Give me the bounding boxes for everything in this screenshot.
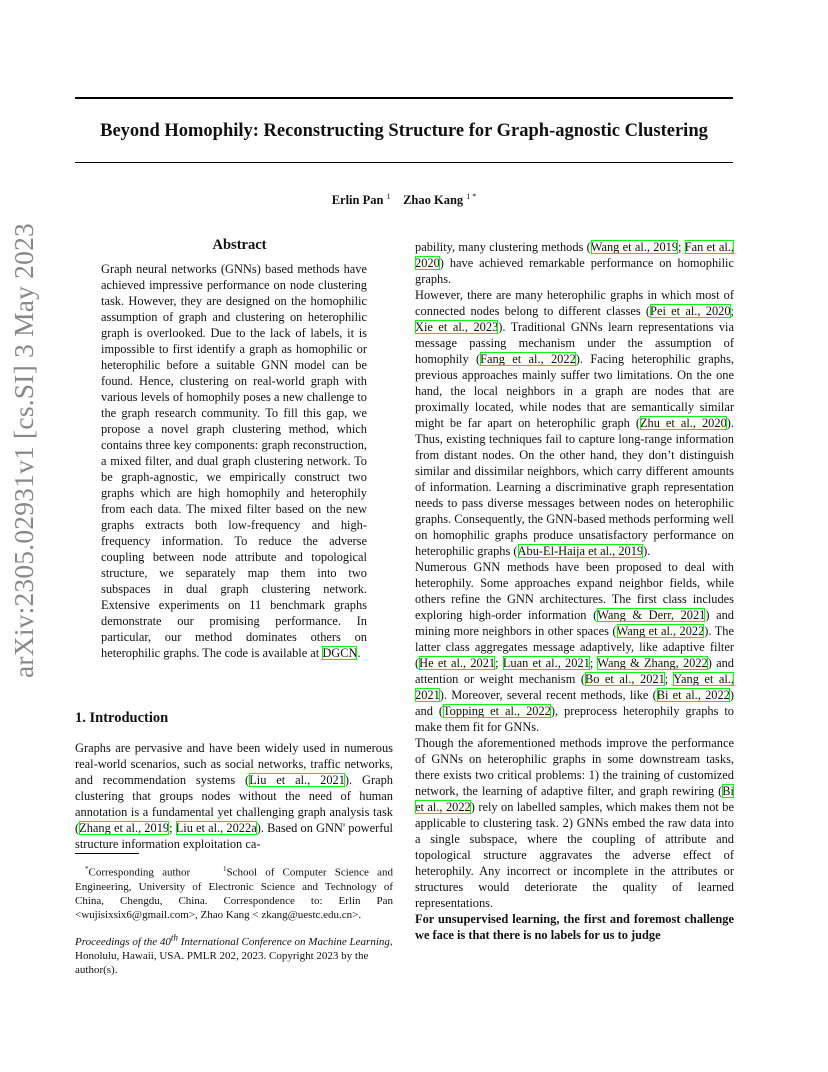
body-text: ) have achieved remarkable performance on homophilic graphs.	[415, 256, 734, 286]
body-text: ;	[730, 304, 734, 318]
citation-link[interactable]: Liu et al., 2021	[249, 773, 345, 787]
author-affiliation-mark: 1 *	[466, 192, 477, 201]
citation-link[interactable]: Bi et al., 2022	[656, 688, 730, 702]
footnote-text: School of Computer Science and Engineering, University of Electronic Science and Technology of China, Chengdu, China. Correspondence to: Erlin Pan <wujisixsix6@gmail.com>, Zhao Kang < zkang@uestc.edu.cn>.	[75, 866, 394, 921]
arxiv-side-stamp: arXiv:2305.02931v1 [cs.SI] 3 May 2023	[8, 223, 39, 678]
citation-link[interactable]: Pei et al., 2020	[650, 304, 731, 318]
body-text: ;	[169, 821, 176, 835]
body-text: ). Thus, existing techniques fail to capture long-range information from distant nodes. On the other hand, they don’t distinguish similar and dissimilar neighbors, which carry different amounts of information. Learning a discriminative graph representation needs to pass diverse messages between nodes on heterophilic graphs. Consequently, the GNN-based methods performing well on homophilic graphs produce unsatisfactory performance on heterophilic graphs (	[415, 416, 734, 558]
body-text: ). Moreover, several recent methods, like (	[439, 688, 657, 702]
body-text: ;	[664, 672, 674, 686]
paragraph	[415, 239, 734, 287]
body-text: ) and attention or weight mechanism (	[415, 656, 734, 686]
body-text: However, there are many heterophilic graphs in which most of connected nodes belong to different classes (	[415, 288, 734, 318]
proceedings-text: th	[170, 932, 178, 942]
proceedings-note	[75, 930, 393, 977]
proceedings-text: International Conference on Machine Learning	[180, 935, 390, 948]
proceedings-text: , Honolulu, Hawaii, USA. PMLR 202, 2023. Copyright 2023 by the author(s).	[75, 935, 393, 976]
citation-link[interactable]: Wang et al., 2022	[616, 624, 705, 638]
body-text: Numerous GNN methods have been proposed to deal with heterophily. Some approaches expand neighbor fields, while others refine the GNN architectures. The first class includes exploring high-order information (	[415, 560, 734, 622]
citation-link[interactable]: Wang et al., 2019	[590, 240, 679, 254]
citation-link[interactable]: Bi et al., 2022	[415, 784, 734, 814]
paragraph	[415, 559, 734, 735]
footnote-rule	[75, 853, 139, 854]
proceedings-text: 40	[159, 935, 171, 948]
citation-link[interactable]: Zhu et al., 2020	[639, 416, 727, 430]
intro-paragraph	[75, 740, 393, 852]
title-bottom-rule	[75, 162, 733, 163]
body-text: ). Based on GNN' powerful structure information exploitation ca-	[75, 821, 393, 851]
paragraph-bold: For unsupervised learning, the first and foremost challenge we face is that there is no labels for us to judge	[415, 912, 734, 942]
paragraph	[415, 735, 734, 911]
body-text: ) rely on labelled samples, which makes them not be applicable to clustering task. 2) GNNs embed the raw data into a single subspace, where the coupling of attribute and topological structure aggravates the adverse effect of heterophily. Any incorrect or incomplete in the attributes or structures would deteriorate the quality of learned representations.	[415, 800, 734, 910]
citation-link[interactable]: Zhang et al., 2019	[79, 821, 170, 835]
citation-link[interactable]: Yang et al., 2021	[415, 672, 734, 702]
body-text: ) and (	[415, 688, 734, 718]
author-affiliation-mark: 1	[386, 192, 391, 201]
body-text: ;	[678, 240, 685, 254]
right-column	[415, 239, 734, 943]
abstract-heading: Abstract	[212, 237, 267, 253]
title-top-rule	[75, 97, 733, 99]
citation-link[interactable]: Fang et al., 2022	[480, 352, 576, 366]
citation-link[interactable]: Wang & Zhang, 2022	[597, 656, 708, 670]
body-text: ;	[589, 656, 598, 670]
citation-link[interactable]: Wang & Derr, 2021	[597, 608, 706, 622]
citation-link[interactable]: Fan et al., 2020	[415, 240, 734, 270]
citation-link[interactable]: Liu et al., 2022a	[175, 821, 257, 835]
author-name: Zhao Kang	[403, 193, 464, 208]
body-text: ). Graph clustering that groups nodes without the need of human annotation is a fundamental yet challenging graph analysis task (	[75, 773, 393, 835]
body-text: ). Traditional GNNs learn representations via message passing mechanism under the assumption of homophily (	[415, 320, 734, 366]
body-text: Though the aforementioned methods improve the performance of GNNs on heterophilic graphs in some downstream tasks, there exists two critical problems: 1) the training of customized network, the learning of adaptive filter, and graph rewiring (	[415, 736, 734, 798]
footnote	[75, 862, 393, 922]
citation-link[interactable]: Abu-El-Haija et al., 2019	[517, 544, 644, 558]
abstract-body	[101, 261, 367, 661]
citation-link[interactable]: Xie et al., 2023	[415, 320, 499, 334]
body-text: pability, many clustering methods (	[415, 240, 591, 254]
body-text: ), preprocess heterophily graphs to make them fit for GNNs.	[415, 704, 735, 734]
footnote-text: Corresponding author	[88, 866, 191, 879]
body-text: ). Facing heterophilic graphs, previous approaches mainly suffer two limitations. On the one hand, the local neighbors in a graph are nodes that are proximally located, while nodes that are semantically similar might be far apart on heterophilic graph (	[415, 352, 735, 430]
abstract-end: .	[357, 646, 361, 660]
body-text: ). The latter class aggregates message adaptively, like adaptive filter (	[415, 624, 734, 670]
body-text: ) and mining more neighbors in other spaces (	[415, 608, 734, 638]
body-text: Graphs are pervasive and have been widely used in numerous real-world scenarios, such as social networks, traffic networks, and recommendation systems (	[75, 741, 393, 787]
citation-link[interactable]: Bo et al., 2021	[584, 672, 665, 686]
body-text: ).	[643, 544, 651, 558]
proceedings-text: Proceedings of the	[75, 935, 158, 948]
footnote-mark: *	[85, 865, 89, 873]
body-text: ;	[495, 656, 503, 670]
citation-link[interactable]: Luan et al., 2021	[502, 656, 590, 670]
author-name: Erlin Pan	[331, 193, 384, 208]
citation-link[interactable]: He et al., 2021	[419, 656, 496, 670]
paper-title: Beyond Homophily: Reconstructing Structure for Graph-agnostic Clustering	[100, 121, 708, 141]
code-link[interactable]: DGCN	[322, 646, 358, 660]
paragraph	[415, 287, 734, 559]
author-line	[75, 192, 733, 208]
footnote-mark: 1	[222, 865, 227, 873]
abstract-text: Graph neural networks (GNNs) based methods have achieved impressive performance on node clustering task. However, they are designed on the homophilic assumption of graph and clustering on heterophilic graph is overlooked. Due to the lack of labels, it is impossible to first identify a graph as homophilic or heterophilic before a suitable GNN model can be found. Hence, clustering on real-world graph with various levels of homophily poses a new challenge to the graph research community. To fill this gap, we propose a novel graph clustering method, which contains three key components: graph reconstruction, a mixed filter, and dual graph clustering network. To be graph-agnostic, we empirically construct two graphs which are high homophily and heterophily from each data. The mixed filter based on the new graphs extracts both low-frequency and high-frequency information. To reduce the adverse coupling between node attribute and topological structure, we separately map them into two subspaces in dual graph clustering network. Extensive experiments on 11 benchmark graphs demonstrate our promising performance. In particular, our method dominates others on heterophilic graphs. The code is available at	[101, 262, 367, 660]
citation-link[interactable]: Topping et al., 2022	[442, 704, 551, 718]
section-heading-introduction: 1. Introduction	[75, 710, 169, 726]
